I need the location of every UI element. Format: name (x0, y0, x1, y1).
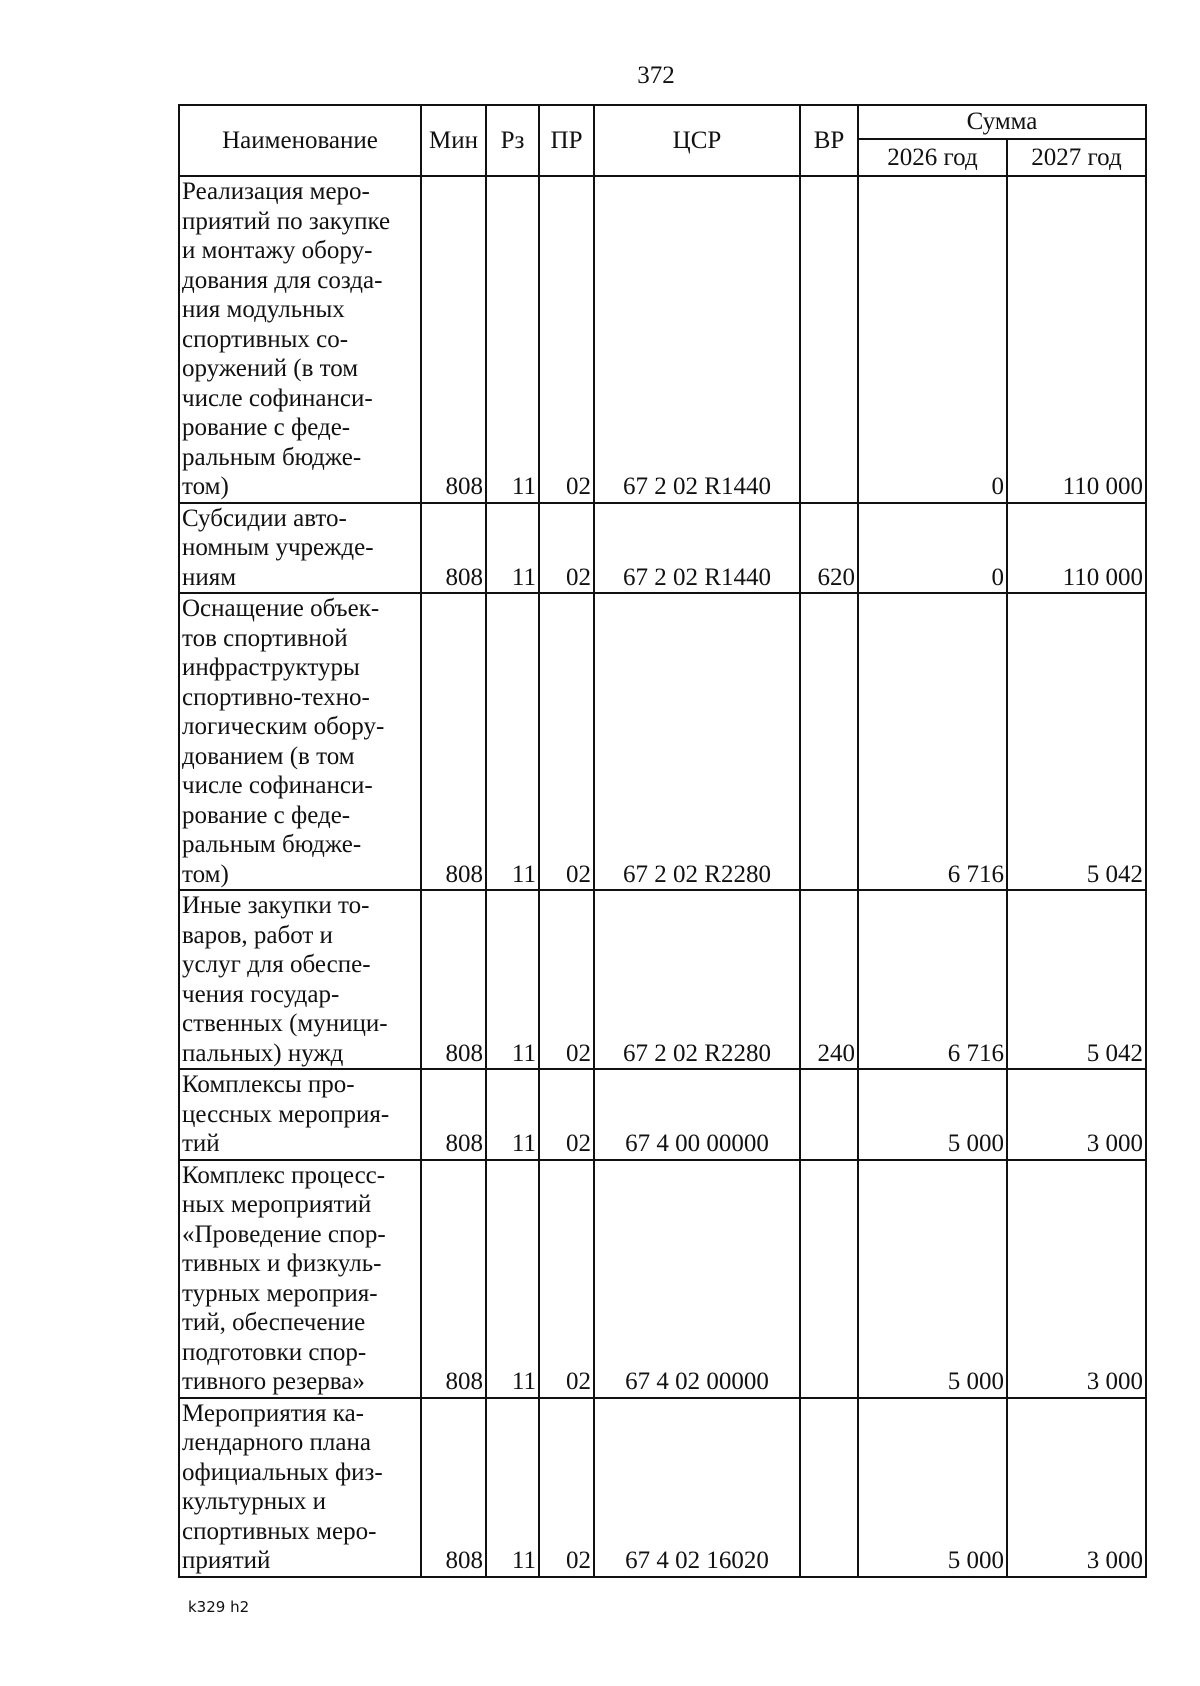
footer-code: k329 h2 (188, 1598, 250, 1616)
table-body (179, 176, 1146, 1577)
row-name-line: тий (182, 1130, 220, 1157)
row-name-line: том) (182, 473, 229, 500)
row-min: 808 (421, 593, 486, 890)
row-min: 808 (421, 176, 486, 503)
row-name-line: ния модульных (182, 296, 345, 323)
row-sum-2026: 5 000 (858, 1398, 1007, 1577)
table-row (179, 176, 1146, 503)
row-name (179, 1398, 421, 1577)
row-name-line: пальных) нужд (182, 1039, 344, 1067)
row-name (179, 176, 421, 503)
row-vr: 620 (800, 503, 858, 594)
row-pr: 02 (539, 1069, 594, 1160)
row-name-line: варов, работ и (182, 921, 333, 949)
row-sum-2027: 5 042 (1007, 890, 1146, 1069)
row-pr: 02 (539, 593, 594, 890)
row-name-line: Комплексы про- (182, 1071, 355, 1098)
header-year-2027: 2027 год (1007, 139, 1146, 176)
header-csr: ЦСР (594, 105, 800, 176)
header-sum: Сумма (858, 105, 1146, 139)
row-sum-2027: 5 042 (1007, 593, 1146, 890)
row-name-line: номным учрежде- (182, 534, 374, 561)
row-name-line: чения государ- (182, 980, 340, 1008)
row-name-line: ных мероприятий (182, 1191, 372, 1218)
row-sum-2027: 110 000 (1007, 503, 1146, 594)
row-name-line: приятий по закупке (182, 207, 391, 235)
row-name-line: культурных и (182, 1488, 327, 1515)
row-min: 808 (421, 890, 486, 1069)
header-vr: ВР (800, 105, 858, 176)
row-name-line: Мероприятия ка- (182, 1399, 364, 1427)
row-min: 808 (421, 1069, 486, 1160)
row-sum-2027: 3 000 (1007, 1160, 1146, 1398)
row-rz: 11 (486, 1069, 539, 1160)
row-vr (800, 593, 858, 890)
row-rz: 11 (486, 503, 539, 594)
table-row (179, 890, 1146, 1069)
row-name-line: цессных мероприя- (182, 1100, 390, 1128)
row-sum-2026: 6 716 (858, 890, 1007, 1069)
row-vr (800, 1069, 858, 1160)
row-min: 808 (421, 1398, 486, 1577)
row-name-line: ственных (муници- (182, 1010, 388, 1037)
row-name-line: приятий (182, 1547, 271, 1574)
row-name (179, 503, 421, 594)
row-sum-2026: 6 716 (858, 593, 1007, 890)
row-name-line: официальных физ- (182, 1458, 383, 1486)
row-sum-2027: 110 000 (1007, 176, 1146, 503)
row-name-line: дованием (в том (182, 742, 355, 770)
row-sum-2026: 5 000 (858, 1069, 1007, 1160)
row-pr: 02 (539, 1160, 594, 1398)
budget-table (178, 104, 1147, 1578)
row-csr: 67 4 02 00000 (594, 1160, 800, 1398)
row-rz: 11 (486, 176, 539, 503)
header-name: Наименование (179, 105, 421, 176)
row-name-line: ниям (182, 563, 237, 591)
row-csr: 67 4 00 00000 (594, 1069, 800, 1160)
row-name-line: рование с феде- (182, 414, 351, 441)
row-pr: 02 (539, 1398, 594, 1577)
row-name-line: Комплекс процесс- (182, 1161, 386, 1189)
row-name-line: тов спортивной (182, 624, 348, 652)
row-name-line: рование с феде- (182, 801, 351, 829)
table-row (179, 1398, 1146, 1577)
row-name-line: дования для созда- (182, 266, 383, 294)
row-vr (800, 1160, 858, 1398)
row-rz: 11 (486, 593, 539, 890)
row-name-line: подготовки спор- (182, 1338, 367, 1366)
row-rz: 11 (486, 1398, 539, 1577)
row-name-line: оружений (в том (182, 355, 359, 382)
row-min: 808 (421, 503, 486, 594)
row-name-line: логическим обору- (182, 713, 385, 740)
row-name-line: турных мероприя- (182, 1279, 378, 1307)
header-year-2026: 2026 год (858, 139, 1007, 176)
header-pr: ПР (539, 105, 594, 176)
row-name-line: услуг для обеспе- (182, 951, 371, 978)
row-name-line: числе софинанси- (182, 772, 373, 799)
row-name-line: тивных и физкуль- (182, 1250, 382, 1277)
row-csr: 67 2 02 R1440 (594, 176, 800, 503)
row-csr: 67 4 02 16020 (594, 1398, 800, 1577)
row-name-line: спортивно-техно- (182, 683, 370, 711)
row-pr: 02 (539, 176, 594, 503)
row-name-line: лендарного плана (182, 1429, 371, 1456)
row-name-line: тивного резерва» (182, 1368, 365, 1395)
row-name-line: ральным бюдже- (182, 831, 362, 858)
row-name-line: Иные закупки то- (182, 892, 370, 919)
row-name-line: спортивных со- (182, 325, 349, 353)
row-name-line: том) (182, 860, 229, 888)
row-name-line: «Проведение спор- (182, 1220, 386, 1248)
header-min: Мин (421, 105, 486, 176)
row-csr: 67 2 02 R2280 (594, 593, 800, 890)
row-name-line: и монтажу обору- (182, 237, 373, 264)
table-row (179, 1160, 1146, 1398)
table-row (179, 593, 1146, 890)
row-name (179, 1160, 421, 1398)
row-name (179, 593, 421, 890)
row-csr: 67 2 02 R2280 (594, 890, 800, 1069)
row-vr (800, 176, 858, 503)
header-rz: Рз (486, 105, 539, 176)
row-name-line: тий, обеспечение (182, 1309, 366, 1336)
row-rz: 11 (486, 890, 539, 1069)
row-name-line: Реализация меро- (182, 178, 370, 205)
row-name (179, 890, 421, 1069)
row-name-line: числе софинанси- (182, 384, 373, 412)
row-csr: 67 2 02 R1440 (594, 503, 800, 594)
row-name-line: ральным бюдже- (182, 443, 362, 471)
row-sum-2027: 3 000 (1007, 1069, 1146, 1160)
row-name-line: Оснащение объек- (182, 595, 380, 622)
row-min: 808 (421, 1160, 486, 1398)
row-rz: 11 (486, 1160, 539, 1398)
row-name-line: спортивных меро- (182, 1517, 377, 1545)
row-name (179, 1069, 421, 1160)
row-sum-2026: 5 000 (858, 1160, 1007, 1398)
row-name-line: Субсидии авто- (182, 504, 347, 532)
page-number: 372 (637, 62, 675, 89)
table-row (179, 503, 1146, 594)
row-name-line: инфраструктуры (182, 654, 360, 681)
row-sum-2026: 0 (858, 176, 1007, 503)
row-pr: 02 (539, 890, 594, 1069)
row-pr: 02 (539, 503, 594, 594)
row-vr (800, 1398, 858, 1577)
row-vr: 240 (800, 890, 858, 1069)
row-sum-2027: 3 000 (1007, 1398, 1146, 1577)
table-row (179, 1069, 1146, 1160)
row-sum-2026: 0 (858, 503, 1007, 594)
